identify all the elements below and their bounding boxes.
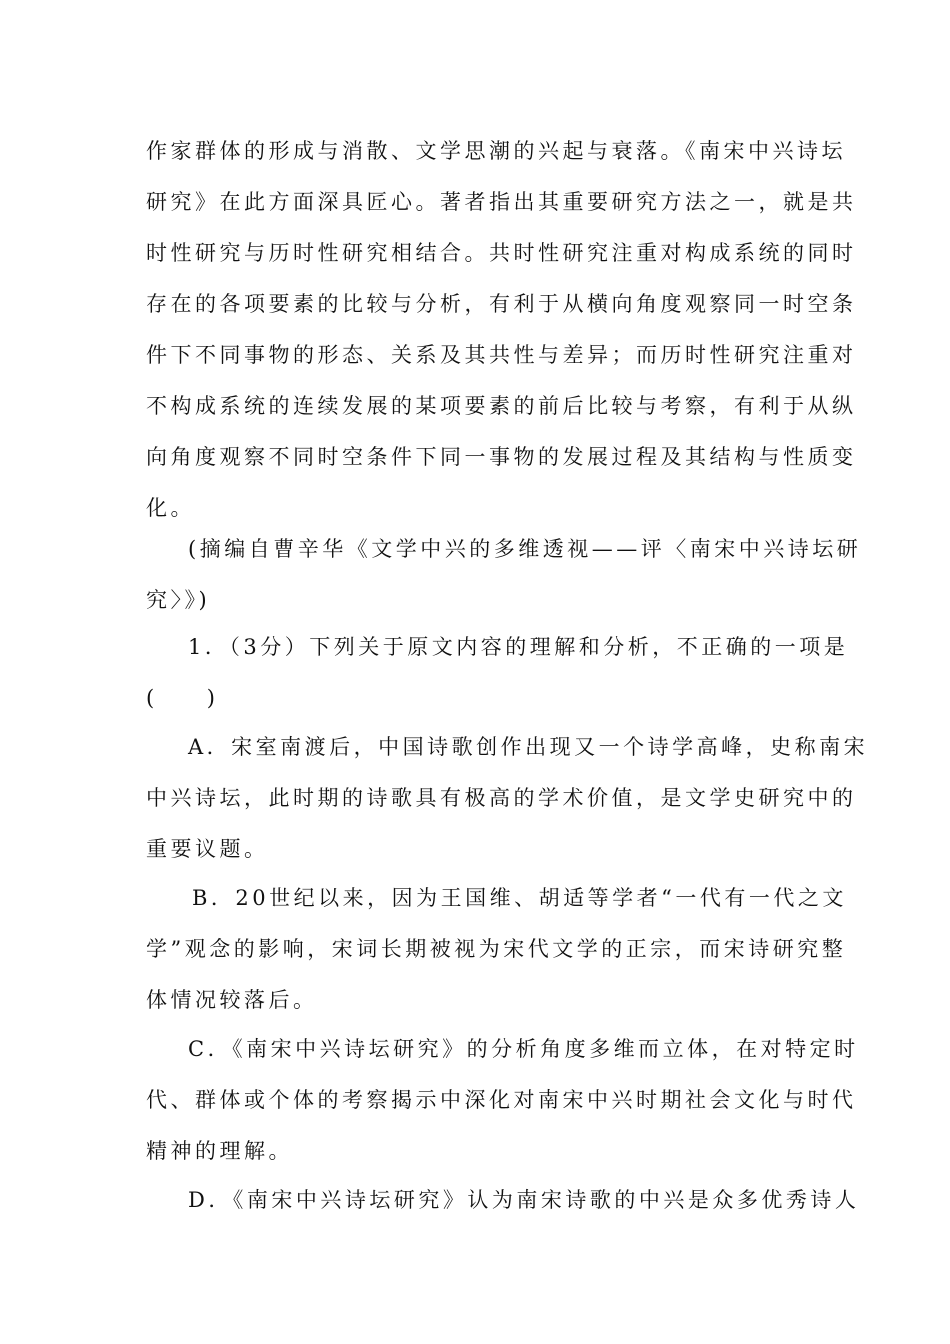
passage-line: 不构成系统的连续发展的某项要素的前后比较与考察，有利于从纵: [146, 394, 857, 418]
option-line: 中兴诗坛，此时期的诗歌具有极高的学术价值，是文学史研究中的: [146, 786, 857, 810]
passage-line: 时性研究与历时性研究相结合。共时性研究注重对构成系统的同时: [146, 241, 857, 265]
passage-line: 化。: [146, 496, 195, 520]
option-line: 学”观念的影响，宋词长期被视为宋代文学的正宗，而宋诗研究整: [146, 937, 847, 961]
answer-blank: ( ): [146, 686, 219, 710]
question-line: 1．（3分）下列关于原文内容的理解和分析，不正确的一项是: [188, 635, 849, 659]
passage-line: 向角度观察不同时空条件下同一事物的发展过程及其结构与性质变: [146, 445, 857, 469]
option-line: 精神的理解。: [146, 1139, 293, 1163]
option-line: D．《南宋中兴诗坛研究》认为南宋诗歌的中兴是众多优秀诗人: [188, 1188, 860, 1212]
option-line: C．《南宋中兴诗坛研究》的分析角度多维而立体，在对特定时: [188, 1037, 859, 1061]
option-line: B．20世纪以来，因为王国维、胡适等学者“一代有一代之文: [192, 886, 847, 910]
option-line: 代、群体或个体的考察揭示中深化对南宋中兴时期社会文化与时代: [146, 1088, 857, 1112]
passage-line: 件下不同事物的形态、关系及其共性与差异；而历时性研究注重对: [146, 343, 857, 367]
passage-line: 研究》在此方面深具匠心。著者指出其重要研究方法之一，就是共: [146, 190, 857, 214]
passage-line: 存在的各项要素的比较与分析，有利于从横向角度观察同一时空条: [146, 292, 857, 316]
option-line: A．宋室南渡后，中国诗歌创作出现又一个诗学高峰，史称南宋: [188, 735, 869, 759]
passage-line: 作家群体的形成与消散、文学思潮的兴起与衰落。《南宋中兴诗坛: [146, 139, 846, 163]
option-line: 体情况较落后。: [146, 988, 318, 1012]
source-line: 究〉》): [146, 588, 211, 612]
source-line: (摘编自曹辛华《文学中兴的多维透视——评〈南宋中兴诗坛研: [188, 537, 862, 561]
option-line: 重要议题。: [146, 837, 269, 861]
